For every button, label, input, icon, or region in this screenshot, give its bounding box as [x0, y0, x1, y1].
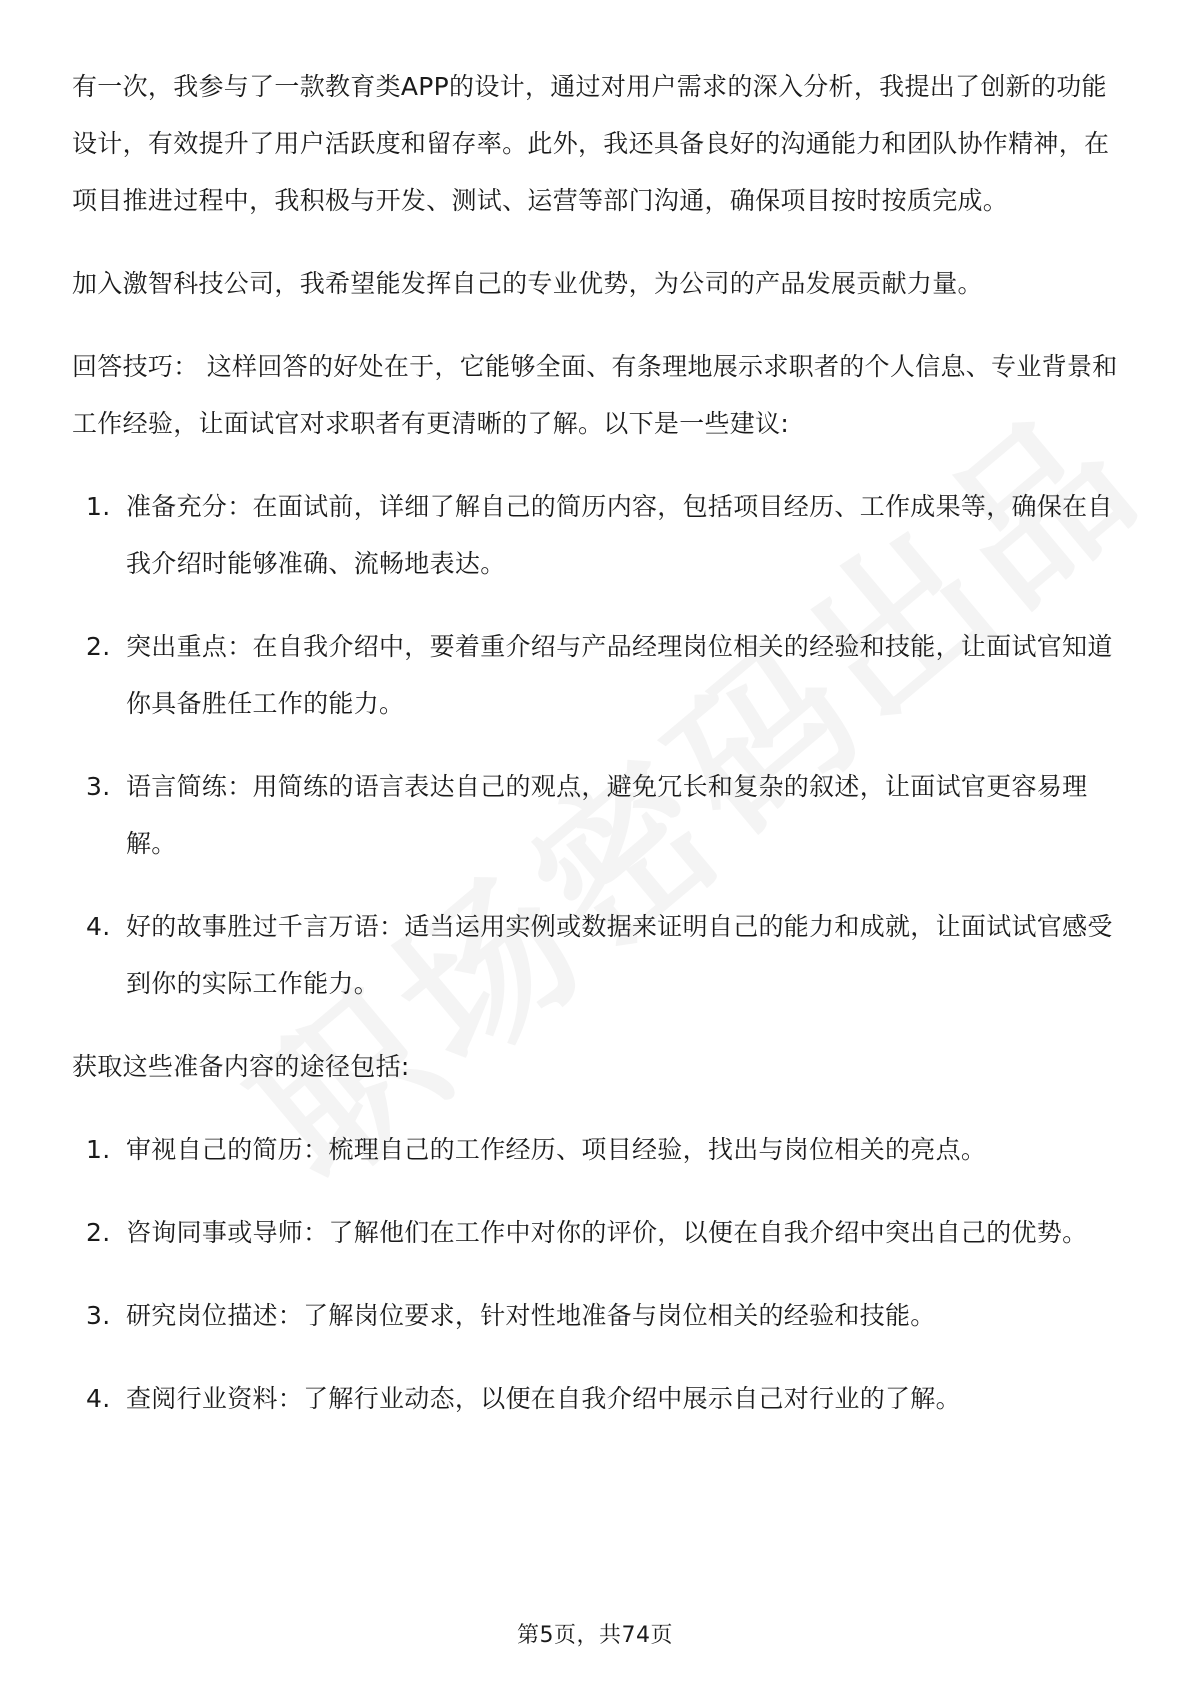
list-item-text: 审视自己的简历：梳理自己的工作经历、项目经验，找出与岗位相关的亮点。	[126, 1135, 987, 1164]
paragraph-experience: 有一次，我参与了一款教育类APP的设计，通过对用户需求的深入分析，我提出了创新的功能设计，有效提升了用户活跃度和留存率。此外，我还具备良好的沟通能力和团队协作精神，在项目推进过程中，我积极与开发、测试、运营等部门沟通，确保项目按时按质完成。	[72, 72, 1110, 215]
list-item	[72, 1204, 1120, 1261]
list-number: 2.	[86, 1218, 111, 1247]
sources-list	[72, 1121, 1120, 1427]
list-item-text: 准备充分：在面试前，详细了解自己的简历内容，包括项目经历、工作成果等，确保在自我介绍时能够准确、流畅地表达。	[126, 492, 1113, 578]
list-number: 1.	[86, 1135, 111, 1164]
list-number: 4.	[86, 1384, 111, 1413]
list-item	[72, 1370, 1120, 1427]
list-number: 2.	[86, 632, 111, 661]
document-body	[72, 58, 1120, 1453]
paragraph-sources-intro: 获取这些准备内容的途径包括:	[72, 1052, 410, 1081]
paragraph-goal: 加入激智科技公司，我希望能发挥自己的专业优势，为公司的产品发展贡献力量。	[72, 269, 983, 298]
tips-list	[72, 478, 1120, 1012]
list-number: 3.	[86, 772, 111, 801]
list-item	[72, 618, 1120, 732]
page-footer: 第5页，共74页	[517, 1623, 673, 1648]
list-item	[72, 1287, 1120, 1344]
list-item	[72, 478, 1120, 592]
list-item-text: 语言简练：用简练的语言表达自己的观点，避免冗长和复杂的叙述，让面试官更容易理解。	[126, 772, 1088, 858]
paragraph-tips-intro: 回答技巧： 这样回答的好处在于，它能够全面、有条理地展示求职者的个人信息、专业背景和工作经验，让面试官对求职者有更清晰的了解。以下是一些建议:	[72, 352, 1118, 438]
list-number: 4.	[86, 912, 111, 941]
list-item	[72, 758, 1120, 872]
list-item-text: 好的故事胜过千言万语：适当运用实例或数据来证明自己的能力和成就，让面试试官感受到你的实际工作能力。	[126, 912, 1113, 998]
list-item	[72, 1121, 1120, 1178]
list-number: 1.	[86, 492, 111, 521]
list-number: 3.	[86, 1301, 111, 1330]
list-item-text: 查阅行业资料：了解行业动态，以便在自我介绍中展示自己对行业的了解。	[126, 1384, 961, 1413]
list-item	[72, 898, 1120, 1012]
list-item-text: 突出重点：在自我介绍中，要着重介绍与产品经理岗位相关的经验和技能，让面试官知道你具备胜任工作的能力。	[126, 632, 1113, 718]
list-item-text: 咨询同事或导师：了解他们在工作中对你的评价，以便在自我介绍中突出自己的优势。	[126, 1218, 1088, 1247]
list-item-text: 研究岗位描述：了解岗位要求，针对性地准备与岗位相关的经验和技能。	[126, 1301, 936, 1330]
